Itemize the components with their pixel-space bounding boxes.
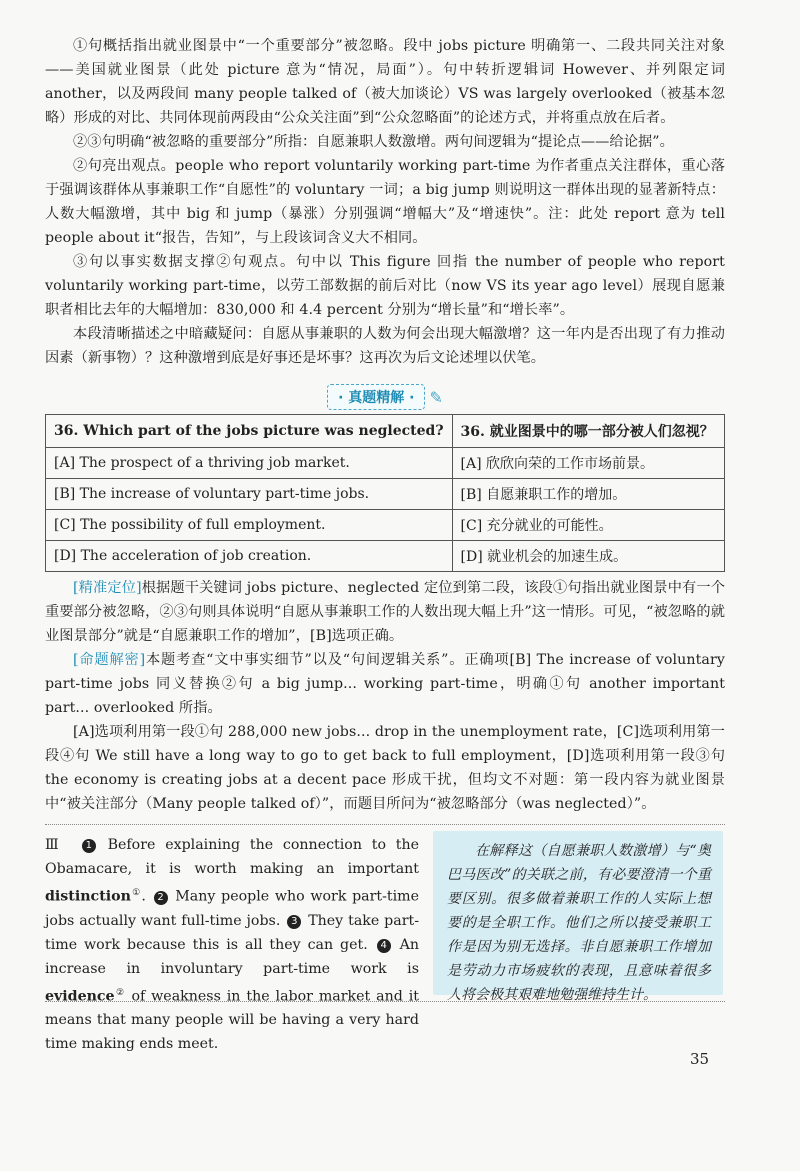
option-d-en: [D] The acceleration of job creation. [46,541,453,572]
table-row [46,479,725,510]
sentence-3: They take part-time work because this is all they can get. [45,912,419,953]
analysis-distractors: [A]选项利用第一段①句 288,000 new jobs... drop in the unemployment rate，[C]选项利用第一段④句 We still have a long way to go to get back to full employment，[D]选项利用第一段③句 the economy is creating jobs at a decent pace 形成干扰，但均文不对题：第一段内容为就业图景中“被关注部分（Many people talked of）”，而题目所问为“被忽略部分（was neglected）”。 [45,724,725,812]
paragraph-1: ①句概括指出就业图景中“一个重要部分”被忽略。段中 jobs picture 明确第一、二段共同关注对象——美国就业图景（此处 picture 意为“情况，局面”）。句中转折逻辑词 However、并列限定词 another，以及两段间 many people talked of（被大加谈论）VS was largely overlooked（被基本忽略）形成的对比、共同体现前两段由“公众关注面”到“公众忽略面”的论述方式，并将重点放在后者。 [45,38,725,126]
table-row [46,541,725,572]
paragraph-5: 本段清晰描述之中暗藏疑问：自愿从事兼职的人数为何会出现大幅激增？这一年内是否出现了有力推动因素（新事物）？这种激增到底是好事还是坏事？这再次为后文论述埋以伏笔。 [45,326,725,366]
footnote-2: ② [114,987,126,998]
vocab-evidence: evidence [45,988,115,1005]
option-a-en: [A] The prospect of a thriving job market. [46,448,453,479]
option-a-zh: [A] 欣欣向荣的工作市场前景。 [452,448,724,479]
sentence-3-marker: 3 [287,915,301,929]
analysis-locate-text: 根据题干关键词 jobs picture、neglected 定位到第二段，该段①句指出就业图景中有一个重要部分被忽略，②③句则具体说明“自愿从事兼职工作的人数出现大幅上升”这一情形。可见，“被忽略的就业图景部分”就是“自愿兼职工作的增加”，[B]选项正确。 [45,580,726,644]
sentence-2: Many people who work part-time jobs actually want full-time jobs. [45,888,420,929]
sentence-1-end: . [141,888,146,905]
paragraph-4: ③句以事实数据支撑②句观点。句中以 This figure 回指 the number of people who report voluntarily working part-time，以劳工部数据的前后对比（now VS its year ago level）展现自愿兼职者相比去年的大幅增加：830,000 和 4.4 percent 分别为“增长量”和“增长率”。 [45,254,725,318]
analysis-decode [45,648,725,720]
sentence-4b: of weakness in the labor market and it means that many people will be having a very hard time making ends meet. [45,988,420,1053]
sentence-1: Before explaining the connection to the Obamacare, it is worth making an important [45,837,420,877]
paragraph-3: ②句亮出观点。people who report voluntarily working part-time 为作者重点关注群体，重心落于强调该群体从事兼职工作“自愿性”的 voluntary 一词；a big jump 则说明这一群体出现的显著新特点：人数大幅激增，其中 big 和 jump（暴涨）分别强调“增幅大”及“增速快”。注：此处 report 意为 tell people about it“报告，告知”，与上段该词含义大不相同。 [45,158,725,246]
tag-locate: [精准定位] [73,580,142,596]
section-title-label: · 真题精解 · [327,384,425,410]
option-d-zh: [D] 就业机会的加速生成。 [452,541,724,572]
table-row [46,510,725,541]
section-roman-numeral: Ⅲ [45,837,64,853]
sentence-4a: An increase in involuntary part-time work is [45,936,420,977]
section-title [45,384,725,408]
option-c-zh: [C] 充分就业的可能性。 [452,510,724,541]
translation-text: 在解释这（自愿兼职人数激增）与“奥巴马医改”的关联之前，有必要澄清一个重要区别。很多做着兼职工作的人实际上想要的是全职工作。他们之所以接受兼职工作是因为别无选择。非自愿兼职工作增加是劳动力市场疲软的表现，且意味着很多人将会极其艰难地勉强维持生计。 [447,843,711,1003]
table-row [46,448,725,479]
footnote-1: ① [130,888,142,898]
passage-english [45,833,419,1056]
analysis-decode-text: 本题考查“文中事实细节”以及“句间逻辑关系”。正确项[B] The increase of voluntary part-time jobs 同义替换②句 a big jump... working part-time，明确①句 another important part... overlooked 所指。 [45,652,725,716]
table-header-row [46,415,725,448]
page-content [45,34,726,1053]
question-table [45,414,725,572]
question-en: 36. Which part of the jobs picture was neglected? [46,415,453,448]
translation-box [433,831,723,1003]
sentence-4-marker: 4 [377,939,391,953]
analysis-locate [45,576,725,648]
sentence-1-marker: 1 [82,839,96,853]
vocab-distinction: distinction [45,888,131,905]
paragraph-2: ②③句明确“被忽略的重要部分”所指：自愿兼职人数激增。两句间逻辑为“提论点——给论据”。 [73,134,674,150]
option-b-en: [B] The increase of voluntary part-time jobs. [46,479,453,510]
option-b-zh: [B] 自愿兼职工作的增加。 [452,479,724,510]
passage-section [45,825,725,1053]
tag-decode: [命题解密] [73,652,146,668]
page-number: 35 [690,1050,710,1068]
question-zh: 36. 就业图景中的哪一部分被人们忽视？ [452,415,724,448]
option-c-en: [C] The possibility of full employment. [46,510,453,541]
sentence-2-marker: 2 [154,891,168,905]
pen-icon: ✎ [429,388,443,407]
